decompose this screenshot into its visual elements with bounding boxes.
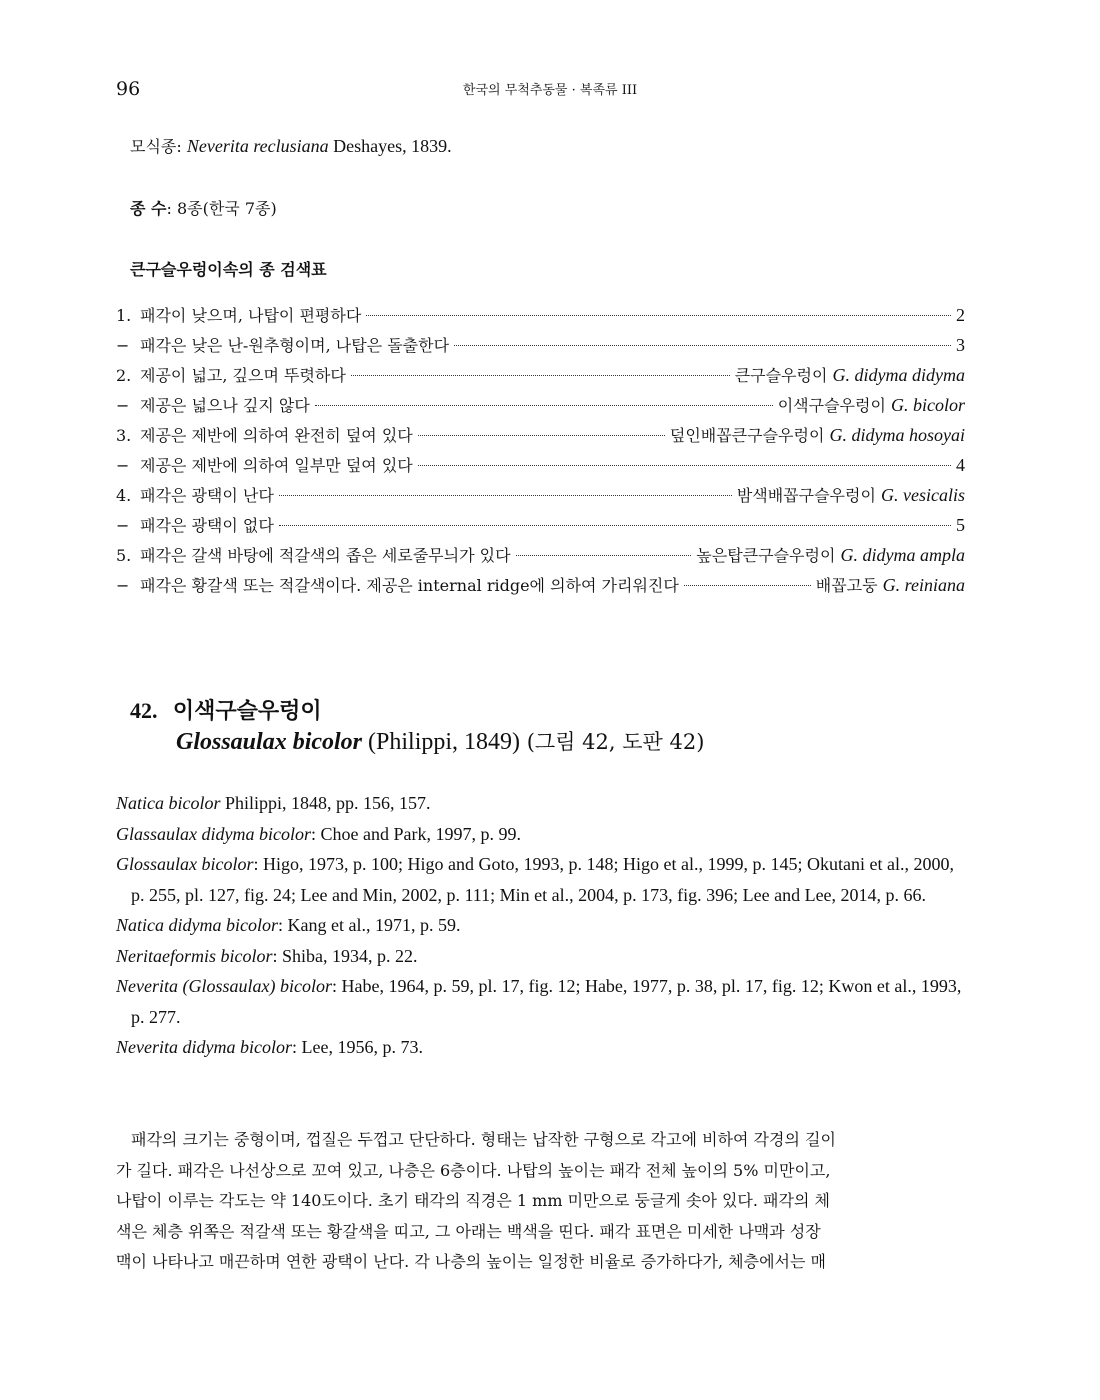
synonym-name: Glossaulax bicolor xyxy=(116,854,254,874)
synonym-name: Neverita (Glossaulax) bicolor xyxy=(116,976,332,996)
key-result xyxy=(778,393,965,416)
species-count-value: : 8종(한국 7종) xyxy=(166,199,277,218)
key-result xyxy=(956,515,965,536)
identification-key xyxy=(116,303,965,603)
key-number: 2. xyxy=(116,366,132,385)
species-heading xyxy=(130,694,322,725)
key-result-kr: 덮인배꼽큰구슬우렁이 xyxy=(669,426,830,445)
key-result-kr: 큰구슬우렁이 xyxy=(734,366,833,385)
synonym-ref: : Kang et al., 1971, p. 59. xyxy=(277,915,461,935)
key-result-num: 4 xyxy=(956,455,965,475)
synonym-name: Neritaeformis bicolor xyxy=(116,945,273,966)
key-text: 패각이 낮으며, 나탑이 편평하다 xyxy=(140,306,362,325)
description-line: 색은 체층 위쪽은 적갈색 또는 황갈색을 띠고, 그 아래는 백색을 띤다. 패각 표면은 미세한 나맥과 성장 xyxy=(116,1221,821,1241)
key-row xyxy=(116,303,965,333)
leader-dots xyxy=(418,435,665,436)
species-number: 42. xyxy=(130,698,158,723)
synonym-entry xyxy=(116,1032,968,1063)
leader-dots xyxy=(279,525,951,526)
species-count xyxy=(130,196,277,219)
synonym-entry xyxy=(116,819,968,850)
synonym-name: Neverita didyma bicolor xyxy=(116,1037,292,1057)
key-row xyxy=(116,573,965,603)
description-line: 패각의 크기는 중형이며, 껍질은 두껍고 단단하다. 형태는 납작한 구형으로 각고에 비하여 각경의 길이 xyxy=(131,1130,836,1149)
key-text: 패각은 갈색 바탕에 적갈색의 좁은 세로줄무늬가 있다 xyxy=(140,546,511,565)
key-number: − xyxy=(116,456,130,475)
synonym-entry xyxy=(116,788,968,819)
key-row xyxy=(116,363,965,393)
key-result-kr: 밤색배꼽구슬우렁이 xyxy=(736,486,882,505)
key-number: − xyxy=(116,516,130,535)
key-result xyxy=(956,305,965,326)
key-number: − xyxy=(116,336,130,355)
synonym-ref: : Habe, 1964, p. 59, pl. 17, fig. 12; Habe, 1977, p. 38, pl. 17, fig. 12; Kwon et al., 1993, p. 277. xyxy=(131,976,962,1027)
description-paragraph xyxy=(116,1125,968,1278)
synonymy-list xyxy=(116,788,968,1063)
key-result-sci: G. bicolor xyxy=(891,395,965,415)
key-result-kr: 배꼽고둥 xyxy=(815,576,883,595)
synonym-name: Natica didyma bicolor xyxy=(116,915,278,935)
key-row xyxy=(116,453,965,483)
type-species xyxy=(130,134,452,157)
key-result xyxy=(696,543,965,566)
key-number: − xyxy=(116,396,130,415)
key-result-sci: G. vesicalis xyxy=(881,485,965,505)
leader-dots xyxy=(315,405,773,406)
species-author: (Philippi, 1849) xyxy=(362,729,521,755)
synonym-name: Glassaulax didyma bicolor xyxy=(116,823,311,844)
synonym-ref: Philippi, 1848, pp. 156, 157. xyxy=(220,793,431,813)
key-row xyxy=(116,543,965,573)
key-row xyxy=(116,333,965,363)
key-row xyxy=(116,483,965,513)
key-title: 큰구슬우렁이속의 종 검색표 xyxy=(130,260,327,279)
key-row xyxy=(116,393,965,423)
synonym-entry xyxy=(116,971,968,1032)
synonym-entry xyxy=(116,910,968,941)
synonym-ref: : Choe and Park, 1997, p. 99. xyxy=(311,823,521,844)
key-result-sci: G. reiniana xyxy=(882,575,965,595)
synonym-ref: : Shiba, 1934, p. 22. xyxy=(272,945,418,966)
key-text: 제공은 제반에 의하여 완전히 덮여 있다 xyxy=(140,426,413,445)
species-scientific-heading xyxy=(176,726,704,756)
key-text: 패각은 낮은 난-원추형이며, 나탑은 돌출한다 xyxy=(140,336,450,355)
description-line: 나탑이 이루는 각도는 약 140도이다. 초기 태각의 직경은 1 mm 미만으로 둥글게 솟아 있다. 패각의 체 xyxy=(116,1191,830,1210)
key-result xyxy=(670,423,965,446)
key-result xyxy=(735,363,965,386)
key-text: 패각은 광택이 없다 xyxy=(140,516,274,535)
leader-dots xyxy=(516,555,692,556)
description-line: 가 길다. 패각은 나선상으로 꼬여 있고, 나층은 6층이다. 나탑의 높이는 패각 전체 높이의 5% 미만이고, xyxy=(116,1160,831,1180)
key-number: 5. xyxy=(116,546,132,565)
species-figures: (그림 42, 도판 42) xyxy=(520,730,705,754)
type-species-name: Neverita reclusiana xyxy=(186,136,329,156)
description-line: 맥이 나타나고 매끈하며 연한 광택이 난다. 각 나층의 높이는 일정한 비율로 증가하다가, 체층에서는 매 xyxy=(116,1252,826,1271)
key-result-sci: G. didyma didyma xyxy=(832,365,965,385)
leader-dots xyxy=(418,465,951,466)
key-number: 4. xyxy=(116,486,132,505)
key-text: 패각은 황갈색 또는 적갈색이다. 제공은 internal ridge에 의하여 가리워진다 xyxy=(140,576,679,595)
page-number: 96 xyxy=(116,78,141,100)
key-text: 제공이 넓고, 깊으며 뚜렷하다 xyxy=(140,366,346,385)
key-number: 3. xyxy=(116,426,132,445)
key-result-num: 3 xyxy=(956,335,965,355)
key-result-num: 2 xyxy=(956,305,965,325)
type-species-label: 모식종: xyxy=(130,137,182,156)
leader-dots xyxy=(366,315,951,316)
leader-dots xyxy=(279,495,732,496)
key-text: 제공은 제반에 의하여 일부만 덮여 있다 xyxy=(140,456,413,475)
species-name-sci: Glossaulax bicolor xyxy=(176,729,363,755)
synonym-entry xyxy=(116,941,968,972)
type-species-author: Deshayes, 1839. xyxy=(328,136,452,156)
key-result xyxy=(816,573,965,596)
key-result xyxy=(737,483,965,506)
leader-dots xyxy=(351,375,730,376)
synonym-ref: : Lee, 1956, p. 73. xyxy=(291,1037,423,1057)
key-text: 패각은 광택이 난다 xyxy=(140,486,274,505)
synonym-ref: : Higo, 1973, p. 100; Higo and Goto, 1993, p. 148; Higo et al., 1999, p. 145; Okutani et al., 2000, p. 255, pl. 127, fig. 24; Lee and Min, 2002, p. 111; Min et al., 2004, p. 173, fig. 396; Lee and Lee, 2014, p. 66. xyxy=(131,854,954,905)
key-row xyxy=(116,513,965,543)
key-result-kr: 이색구슬우렁이 xyxy=(777,396,891,415)
key-result-sci: G. didyma ampla xyxy=(840,545,965,565)
key-row xyxy=(116,423,965,453)
key-text: 제공은 넓으나 깊지 않다 xyxy=(140,396,310,415)
key-number: − xyxy=(116,576,130,595)
species-count-label: 종 수 xyxy=(130,199,167,218)
species-name-kr: 이색구슬우렁이 xyxy=(172,698,322,724)
key-result-num: 5 xyxy=(956,515,965,535)
synonym-name: Natica bicolor xyxy=(116,793,221,813)
synonym-entry xyxy=(116,849,968,910)
leader-dots xyxy=(684,585,811,586)
key-result xyxy=(956,335,965,356)
running-head: 한국의 무척추동물 · 복족류 III xyxy=(462,83,638,98)
key-result-sci: G. didyma hosoyai xyxy=(829,425,965,445)
key-result-kr: 높은탑큰구슬우렁이 xyxy=(696,546,841,565)
key-result xyxy=(956,455,965,476)
leader-dots xyxy=(454,345,951,346)
key-number: 1. xyxy=(116,306,132,325)
